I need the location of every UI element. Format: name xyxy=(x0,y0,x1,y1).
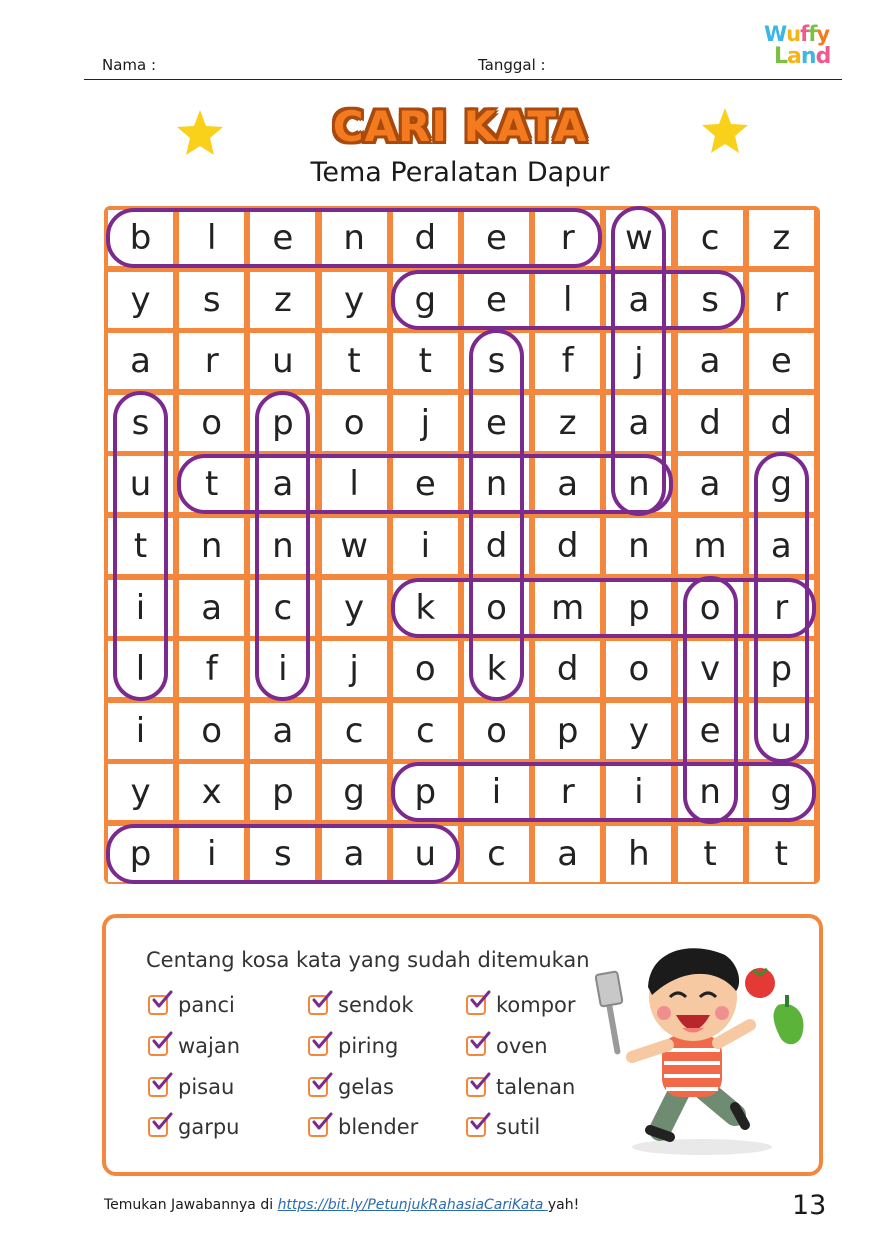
grid-cell[interactable] xyxy=(678,641,743,697)
grid-cell[interactable] xyxy=(749,703,814,759)
grid-letter: i xyxy=(135,710,146,751)
checkbox-checked-icon[interactable] xyxy=(466,1077,486,1097)
checklist-item[interactable] xyxy=(308,1115,418,1139)
grid-letter: b xyxy=(129,218,152,258)
grid-cell[interactable] xyxy=(393,333,458,389)
checklist-word: sutil xyxy=(496,1115,541,1139)
grid-letter: d xyxy=(485,526,508,566)
checklist-word: oven xyxy=(496,1034,548,1058)
grid-cell[interactable] xyxy=(250,210,315,266)
answer-link[interactable]: https://bit.ly/PetunjukRahasiaCariKata xyxy=(277,1197,548,1213)
grid-letter: d xyxy=(556,526,579,566)
grid-letter: p xyxy=(272,402,294,443)
grid-letter: j xyxy=(634,341,644,382)
grid-cell[interactable] xyxy=(535,210,600,266)
grid-cell[interactable] xyxy=(464,764,529,820)
checkbox-checked-icon[interactable] xyxy=(466,995,486,1015)
grid-cell[interactable] xyxy=(250,641,315,697)
grid-letter: t xyxy=(347,341,361,382)
grid-letter: c xyxy=(344,710,364,751)
grid-letter: a xyxy=(628,402,650,443)
grid-cell[interactable] xyxy=(393,641,458,697)
grid-letter: m xyxy=(551,587,585,628)
grid-letter: s xyxy=(701,279,719,320)
grid-letter: r xyxy=(774,279,789,320)
grid-cell[interactable] xyxy=(250,518,315,574)
grid-letter: i xyxy=(634,772,644,813)
grid-cell[interactable] xyxy=(322,826,387,882)
checklist-item[interactable] xyxy=(148,1115,239,1139)
checklist-item[interactable] xyxy=(308,1034,398,1058)
checklist-word: gelas xyxy=(338,1075,394,1099)
grid-cell[interactable] xyxy=(606,826,671,882)
grid-letter: e xyxy=(699,710,721,751)
grid-letter: d xyxy=(770,402,793,443)
grid-cell[interactable] xyxy=(749,518,814,574)
grid-letter: n xyxy=(628,464,650,505)
grid-cell[interactable] xyxy=(179,764,244,820)
checklist-word: wajan xyxy=(178,1034,241,1058)
grid-cell[interactable] xyxy=(535,826,600,882)
grid-cell[interactable] xyxy=(108,703,173,759)
kid-chef-illustration xyxy=(590,925,820,1165)
grid-cell[interactable] xyxy=(678,210,743,266)
grid-letter: e xyxy=(486,218,507,258)
star-icon-left xyxy=(175,108,225,158)
checkbox-checked-icon[interactable] xyxy=(148,1036,168,1056)
grid-cell[interactable] xyxy=(108,518,173,574)
grid-letter: y xyxy=(628,710,649,751)
grid-cell[interactable] xyxy=(606,333,671,389)
grid-cell[interactable] xyxy=(179,518,244,574)
grid-letter: o xyxy=(201,710,223,751)
grid-cell[interactable] xyxy=(464,272,529,328)
grid-letter: i xyxy=(491,772,502,813)
grid-letter: d xyxy=(414,218,437,258)
grid-letter: s xyxy=(274,834,292,874)
footer-prefix: Temukan Jawabannya di xyxy=(104,1197,278,1213)
grid-letter: v xyxy=(700,649,721,690)
grid-cell[interactable] xyxy=(322,272,387,328)
footer-text xyxy=(104,1197,579,1213)
checkbox-checked-icon[interactable] xyxy=(308,995,328,1015)
grid-cell[interactable] xyxy=(393,210,458,266)
grid-letter: c xyxy=(415,710,435,751)
grid-letter: y xyxy=(344,279,365,320)
checklist-item[interactable] xyxy=(466,993,576,1017)
page-title: CARI KATA xyxy=(332,102,588,151)
grid-cell[interactable] xyxy=(535,333,600,389)
grid-cell[interactable] xyxy=(322,703,387,759)
grid-cell[interactable] xyxy=(322,580,387,636)
grid-cell[interactable] xyxy=(535,764,600,820)
grid-cell[interactable] xyxy=(749,333,814,389)
grid-letter: z xyxy=(772,218,791,258)
grid-cell[interactable] xyxy=(464,395,529,451)
grid-cell[interactable] xyxy=(179,272,244,328)
grid-cell[interactable] xyxy=(108,272,173,328)
grid-letter: n xyxy=(343,218,365,258)
grid-letter: w xyxy=(340,526,368,566)
checklist-word: blender xyxy=(338,1115,419,1139)
date-label: Tanggal : xyxy=(478,56,546,74)
star-icon-right xyxy=(700,106,750,156)
grid-cell[interactable] xyxy=(250,580,315,636)
checklist-item[interactable] xyxy=(148,1075,234,1099)
grid-letter: u xyxy=(272,341,294,382)
grid-cell[interactable] xyxy=(606,764,671,820)
grid-cell[interactable] xyxy=(606,580,671,636)
grid-letter: j xyxy=(420,402,431,443)
grid-cell[interactable] xyxy=(108,333,173,389)
grid-letter: a xyxy=(628,279,650,320)
grid-cell[interactable] xyxy=(606,641,671,697)
grid-letter: e xyxy=(486,279,507,320)
grid-letter: e xyxy=(770,341,792,382)
grid-cell[interactable] xyxy=(749,456,814,512)
grid-cell[interactable] xyxy=(678,580,743,636)
checkbox-checked-icon[interactable] xyxy=(148,1117,168,1137)
grid-letter: o xyxy=(699,587,721,628)
grid-letter: d xyxy=(699,402,721,443)
checkbox-checked-icon[interactable] xyxy=(308,1077,328,1097)
page-subtitle: Tema Peralatan Dapur xyxy=(310,157,610,188)
grid-letter: k xyxy=(486,649,507,690)
grid-cell[interactable] xyxy=(393,826,458,882)
checklist-item[interactable] xyxy=(148,1034,240,1058)
grid-letter: w xyxy=(624,218,653,258)
grid-cell[interactable] xyxy=(749,395,814,451)
grid-cell[interactable] xyxy=(678,518,743,574)
grid-letter: a xyxy=(557,464,579,505)
grid-letter: e xyxy=(272,218,294,258)
grid-letter: t xyxy=(418,341,432,382)
grid-cell[interactable] xyxy=(322,764,387,820)
grid-cell[interactable] xyxy=(535,703,600,759)
grid-letter: u xyxy=(414,834,437,874)
grid-cell[interactable] xyxy=(250,703,315,759)
grid-cell[interactable] xyxy=(322,210,387,266)
checklist-item[interactable] xyxy=(466,1075,575,1099)
grid-letter: r xyxy=(204,341,219,382)
grid-letter: a xyxy=(272,710,294,751)
grid-letter: z xyxy=(273,279,292,320)
grid-letter: g xyxy=(770,772,793,813)
grid-letter: a xyxy=(130,341,151,382)
grid-letter: i xyxy=(206,834,217,874)
grid-letter: c xyxy=(487,834,506,874)
grid-cell[interactable] xyxy=(179,641,244,697)
grid-cell[interactable] xyxy=(535,641,600,697)
grid-cell[interactable] xyxy=(108,395,173,451)
grid-cell[interactable] xyxy=(179,395,244,451)
grid-cell[interactable] xyxy=(250,456,315,512)
grid-letter: n xyxy=(485,464,508,505)
grid-letter: p xyxy=(129,834,152,874)
checkbox-checked-icon[interactable] xyxy=(308,1117,328,1137)
grid-cell[interactable] xyxy=(678,272,743,328)
grid-cell[interactable] xyxy=(393,580,458,636)
grid-cell[interactable] xyxy=(250,272,315,328)
logo-line-2: Land xyxy=(774,44,831,69)
grid-letter: l xyxy=(562,279,573,320)
grid-letter: u xyxy=(770,710,793,751)
grid-letter: z xyxy=(558,402,577,443)
grid-cell[interactable] xyxy=(606,272,671,328)
checklist-item[interactable] xyxy=(308,1075,394,1099)
grid-letter: k xyxy=(415,587,436,628)
checklist-word: sendok xyxy=(338,993,414,1017)
checklist-item[interactable] xyxy=(308,993,414,1017)
checklist-word: piring xyxy=(338,1034,399,1058)
grid-cell[interactable] xyxy=(393,456,458,512)
grid-letter: m xyxy=(693,526,727,566)
brand-logo xyxy=(764,22,844,72)
header-divider xyxy=(84,79,842,80)
grid-letter: f xyxy=(205,649,218,690)
grid-letter: a xyxy=(557,834,579,874)
grid-cell[interactable] xyxy=(606,518,671,574)
grid-letter: h xyxy=(628,834,650,874)
grid-cell[interactable] xyxy=(250,395,315,451)
grid-letter: l xyxy=(135,649,146,690)
grid-cell[interactable] xyxy=(250,333,315,389)
logo-line-1: Wuffy xyxy=(764,22,830,46)
grid-letter: j xyxy=(349,649,359,690)
checklist-word: panci xyxy=(178,993,235,1017)
grid-cell[interactable] xyxy=(678,764,743,820)
grid-letter: n xyxy=(628,526,650,566)
grid-letter: p xyxy=(770,649,793,690)
grid-letter: t xyxy=(774,834,788,874)
grid-cell[interactable] xyxy=(606,703,671,759)
grid-cell[interactable] xyxy=(464,703,529,759)
grid-letter: l xyxy=(206,218,217,258)
grid-cell[interactable] xyxy=(749,580,814,636)
grid-cell[interactable] xyxy=(749,764,814,820)
grid-cell[interactable] xyxy=(606,395,671,451)
grid-cell[interactable] xyxy=(322,518,387,574)
grid-letter: g xyxy=(414,279,437,320)
grid-cell[interactable] xyxy=(678,703,743,759)
grid-cell[interactable] xyxy=(179,703,244,759)
grid-cell[interactable] xyxy=(322,641,387,697)
grid-cell[interactable] xyxy=(179,826,244,882)
grid-cell[interactable] xyxy=(108,641,173,697)
grid-letter: p xyxy=(628,587,650,628)
grid-letter: g xyxy=(343,772,365,813)
grid-cell[interactable] xyxy=(749,210,814,266)
grid-letter: a xyxy=(770,526,792,566)
grid-cell[interactable] xyxy=(535,518,600,574)
word-search-grid xyxy=(104,206,820,884)
grid-cell[interactable] xyxy=(535,456,600,512)
grid-letter: r xyxy=(560,218,575,258)
grid-letter: t xyxy=(133,526,148,566)
checkbox-checked-icon[interactable] xyxy=(148,995,168,1015)
grid-cell[interactable] xyxy=(322,333,387,389)
grid-cell[interactable] xyxy=(464,333,529,389)
grid-cell[interactable] xyxy=(464,456,529,512)
grid-cell[interactable] xyxy=(393,272,458,328)
checklist-item[interactable] xyxy=(148,993,235,1017)
grid-letter: o xyxy=(486,710,507,751)
grid-letter: o xyxy=(201,402,223,443)
grid-cell[interactable] xyxy=(464,210,529,266)
checkbox-checked-icon[interactable] xyxy=(466,1036,486,1056)
checkbox-checked-icon[interactable] xyxy=(308,1036,328,1056)
checkbox-checked-icon[interactable] xyxy=(148,1077,168,1097)
grid-letter: p xyxy=(272,772,294,813)
grid-cell[interactable] xyxy=(250,764,315,820)
checklist-title: Centang kosa kata yang sudah ditemukan xyxy=(146,948,590,972)
grid-letter: o xyxy=(414,649,436,690)
grid-letter: d xyxy=(556,649,579,690)
grid-letter: n xyxy=(699,772,721,813)
grid-cell[interactable] xyxy=(678,333,743,389)
grid-letter: x xyxy=(201,772,222,813)
grid-cell[interactable] xyxy=(393,395,458,451)
grid-cell[interactable] xyxy=(535,272,600,328)
grid-cell[interactable] xyxy=(108,826,173,882)
grid-cell[interactable] xyxy=(179,580,244,636)
page-number: 13 xyxy=(792,1190,827,1221)
grid-cell[interactable] xyxy=(464,826,529,882)
grid-cell[interactable] xyxy=(678,826,743,882)
grid-cell[interactable] xyxy=(322,395,387,451)
grid-cell[interactable] xyxy=(464,580,529,636)
grid-cell[interactable] xyxy=(749,641,814,697)
checklist-word: pisau xyxy=(178,1075,235,1099)
name-label: Nama : xyxy=(102,56,157,74)
grid-letter: i xyxy=(420,526,431,566)
grid-cell[interactable] xyxy=(179,456,244,512)
grid-cell[interactable] xyxy=(464,518,529,574)
grid-letter: u xyxy=(129,464,152,505)
grid-cell[interactable] xyxy=(606,210,671,266)
grid-letter: p xyxy=(414,772,437,813)
checklist-word: talenan xyxy=(496,1075,576,1099)
grid-letter: y xyxy=(130,279,151,320)
grid-cell[interactable] xyxy=(108,580,173,636)
grid-letter: r xyxy=(774,587,789,628)
grid-letter: e xyxy=(414,464,436,505)
checklist-word: kompor xyxy=(496,993,576,1017)
grid-letter: o xyxy=(486,587,507,628)
grid-cell[interactable] xyxy=(322,456,387,512)
grid-letter: r xyxy=(560,772,575,813)
grid-letter: a xyxy=(343,834,365,874)
grid-cell[interactable] xyxy=(606,456,671,512)
grid-letter: c xyxy=(273,587,293,628)
grid-cell[interactable] xyxy=(393,703,458,759)
grid-letter: s xyxy=(202,279,221,320)
checklist-item[interactable] xyxy=(466,1034,548,1058)
grid-cell[interactable] xyxy=(464,641,529,697)
grid-letter: y xyxy=(130,772,151,813)
grid-letter: a xyxy=(272,464,294,505)
footer-suffix: yah! xyxy=(547,1197,580,1213)
grid-letter: s xyxy=(131,402,150,443)
grid-cell[interactable] xyxy=(535,395,600,451)
grid-cell[interactable] xyxy=(393,518,458,574)
grid-letter: n xyxy=(272,526,294,566)
grid-letter: a xyxy=(699,341,721,382)
grid-letter: a xyxy=(699,464,721,505)
grid-letter: o xyxy=(343,402,365,443)
checklist-word: garpu xyxy=(178,1115,240,1139)
grid-letter: t xyxy=(205,464,219,505)
grid-letter: e xyxy=(486,402,507,443)
grid-letter: t xyxy=(703,834,717,874)
grid-letter: g xyxy=(770,464,793,505)
grid-cell[interactable] xyxy=(108,764,173,820)
grid-letter: y xyxy=(344,587,365,628)
grid-cell[interactable] xyxy=(393,764,458,820)
grid-cell[interactable] xyxy=(108,210,173,266)
grid-letter: a xyxy=(201,587,223,628)
grid-cell[interactable] xyxy=(535,580,600,636)
checklist-item[interactable] xyxy=(466,1115,540,1139)
grid-cell[interactable] xyxy=(250,826,315,882)
checkbox-checked-icon[interactable] xyxy=(466,1117,486,1137)
grid-cell[interactable] xyxy=(749,826,814,882)
grid-cell[interactable] xyxy=(108,456,173,512)
grid-letter: o xyxy=(628,649,650,690)
grid-cell[interactable] xyxy=(678,456,743,512)
grid-cell[interactable] xyxy=(179,210,244,266)
grid-letter: c xyxy=(700,218,720,258)
grid-letter: f xyxy=(561,341,574,382)
grid-letter: i xyxy=(278,649,288,690)
grid-letter: p xyxy=(556,710,579,751)
grid-cell[interactable] xyxy=(678,395,743,451)
grid-cell[interactable] xyxy=(179,333,244,389)
grid-letter: s xyxy=(487,341,506,382)
grid-cell[interactable] xyxy=(749,272,814,328)
grid-letter: i xyxy=(135,587,146,628)
grid-letter: l xyxy=(349,464,359,505)
grid-letter: n xyxy=(200,526,223,566)
